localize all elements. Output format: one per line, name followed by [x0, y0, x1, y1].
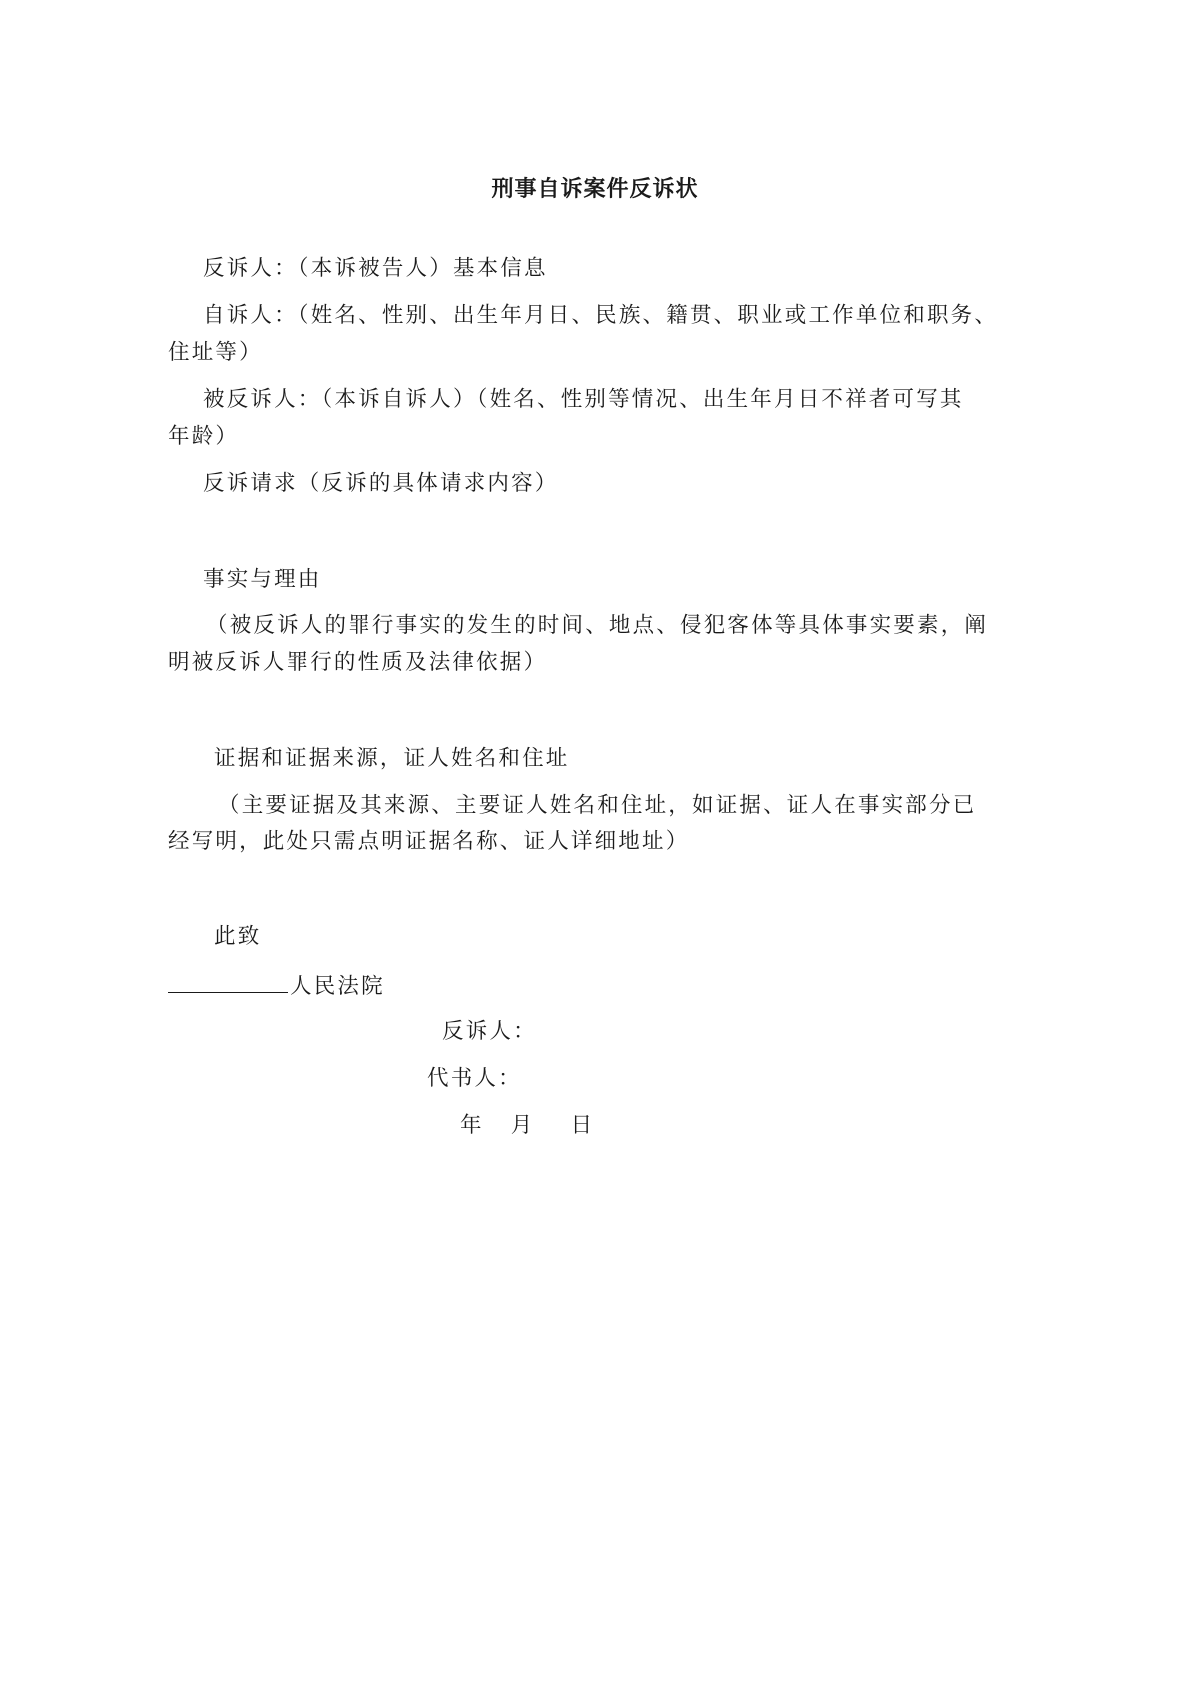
court-line	[168, 972, 385, 1000]
counter-claim-line: 反诉请求（反诉的具体请求内容）	[203, 471, 559, 496]
counter-defendant-line-1: 被反诉人：（本诉自诉人）（姓名、性别等情况、出生年月日不祥者可写其	[203, 387, 964, 412]
facts-line-1: （被反诉人的罪行事实的发生的时间、地点、侵犯客体等具体事实要素，阐	[206, 613, 989, 638]
document-title: 刑事自诉案件反诉状	[491, 176, 699, 202]
self-plaintiff-line-2: 住址等）	[168, 340, 263, 365]
counter-plaintiff-line: 反诉人：（本诉被告人）基本信息	[203, 256, 548, 281]
counter-defendant-line-2: 年龄）	[168, 424, 240, 449]
facts-heading: 事实与理由	[203, 567, 322, 592]
date-label: 年 月 日	[460, 1113, 595, 1138]
salutation: 此致	[214, 924, 262, 949]
self-plaintiff-line-1: 自诉人：（姓名、性别、出生年月日、民族、籍贯、职业或工作单位和职务、	[203, 303, 999, 328]
evidence-line-2: 经写明，此处只需点明证据名称、证人详细地址）	[168, 829, 690, 854]
facts-line-2: 明被反诉人罪行的性质及法律依据）	[168, 650, 548, 675]
evidence-line-1: （主要证据及其来源、主要证人姓名和住址，如证据、证人在事实部分已	[218, 793, 977, 818]
court-name-blank[interactable]	[168, 972, 288, 993]
signer-label: 反诉人：	[442, 1019, 537, 1044]
court-suffix: 人民法院	[290, 974, 385, 999]
evidence-heading: 证据和证据来源，证人姓名和住址	[214, 746, 570, 771]
agent-label: 代书人：	[427, 1066, 522, 1091]
